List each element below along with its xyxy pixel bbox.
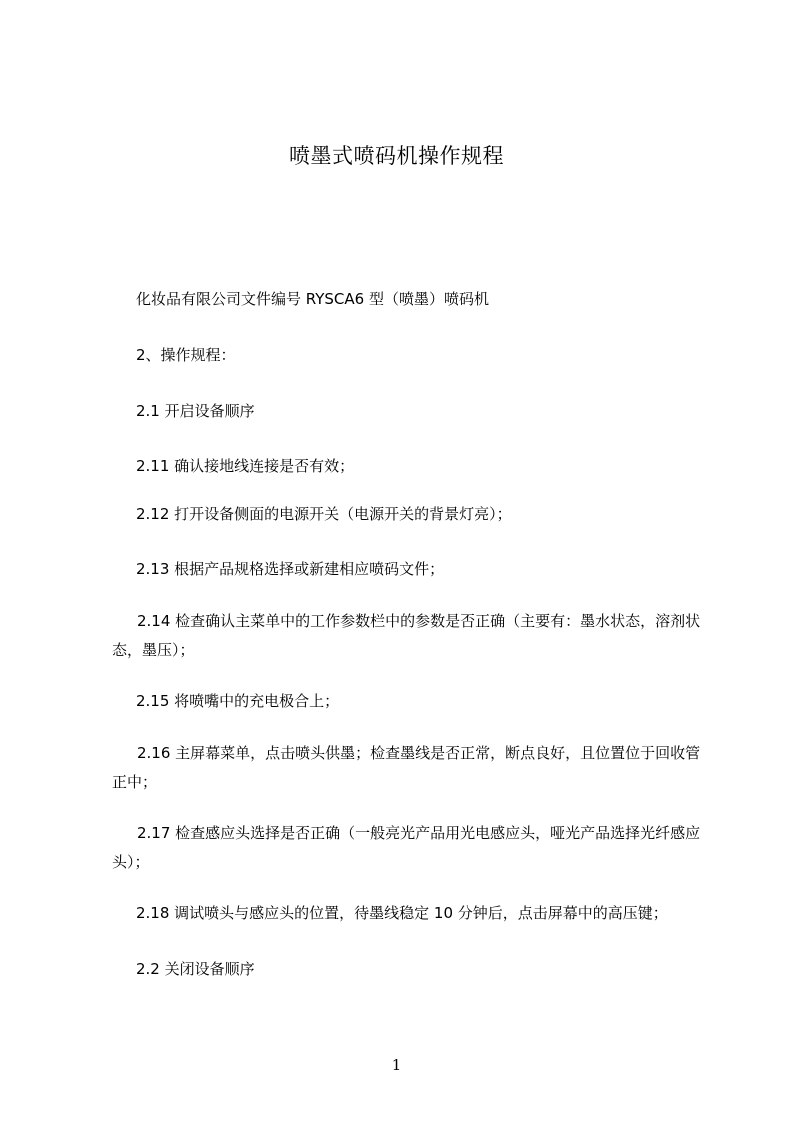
page-title: 喷墨式喷码机操作规程: [289, 144, 504, 168]
paragraph-2-15: 2.15 将喷嘴中的充电极合上；: [136, 692, 340, 710]
paragraph-2-1: 2.1 开启设备顺序: [136, 402, 255, 420]
paragraph-2-14: 2.14 检查确认主菜单中的工作参数栏中的参数是否正确（主要有：墨水状态，溶剂状态，墨压）；: [112, 612, 701, 659]
paragraph-2-11: 2.11 确认接地线连接是否有效；: [136, 457, 355, 475]
paragraph-company-file-number: 化妆品有限公司文件编号 RYSCA6 型（喷墨）喷码机: [136, 290, 489, 308]
paragraph-2-18: 2.18 调试喷头与感应头的位置，待墨线稳定 10 分钟后，点击屏幕中的高压键；: [136, 904, 668, 922]
paragraph-2-2: 2.2 关闭设备顺序: [136, 960, 255, 978]
paragraph-section-2-heading: 2、操作规程：: [136, 346, 236, 364]
page-number: 1: [391, 1056, 402, 1074]
paragraph-2-17: 2.17 检查感应头选择是否正确（一般亮光产品用光电感应头，哑光产品选择光纤感应头）；: [112, 824, 701, 871]
paragraph-2-13: 2.13 根据产品规格选择或新建相应喷码文件；: [136, 560, 445, 578]
paragraph-2-12: 2.12 打开设备侧面的电源开关（电源开关的背景灯亮）；: [136, 505, 512, 523]
paragraph-2-16: 2.16 主屏幕菜单，点击喷头供墨；检查墨线是否正常，断点良好，且位置位于回收管正中；: [112, 744, 701, 791]
